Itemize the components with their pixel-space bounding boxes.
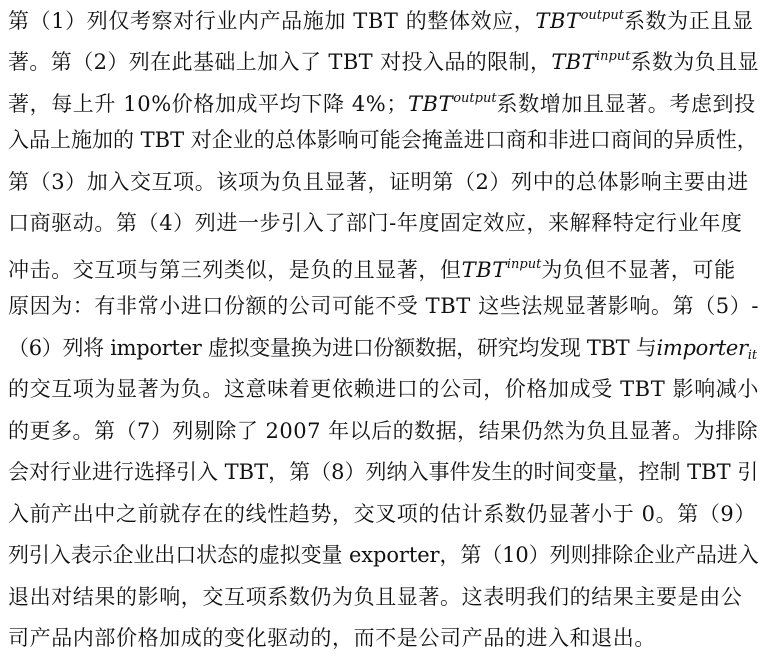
text-segment: 系数为负且显 (630, 50, 759, 74)
text-segment: 著，每上升 10%价格加成平均下降 4%； (8, 92, 408, 116)
math-superscript: input (506, 257, 542, 272)
text-segment: 系数增加且显著。考虑到投 (496, 92, 756, 116)
text-segment: （6）列将 importer 虚拟变量换为进口份额数据，研究均发现 TBT 与 (8, 336, 657, 360)
text-line-6: 口商驱动。第（4）列进一步引入了部门-年度固定效应，来解释特定行业年度 (8, 211, 743, 235)
math-tbt: TBT (551, 50, 597, 74)
math-tbt: TBT (407, 92, 454, 116)
text-segment: 系数为正且显 (623, 9, 754, 33)
text-line-16: 司产品内部价格加成的变化驱动的，而不是公司产品的进入和退出。 (8, 626, 656, 650)
text-line-9 (8, 334, 757, 362)
text-line-10: 的交互项为显著为负。这意味着更依赖进口的公司，价格加成受 TBT 影响减小 (8, 377, 759, 401)
text-line-13: 入前产出中之前就存在的线性趋势，交叉项的估计系数仍显著小于 0。第（9） (8, 502, 756, 526)
text-line-15: 退出对结果的影响，交互项系数仍为负且显著。这表明我们的结果主要是由公 (8, 585, 743, 609)
text-segment: 第（1）列仅考察对行业内产品施加 TBT 的整体效应， (8, 9, 536, 33)
math-tbt: TBT (535, 9, 581, 33)
math-subscript: it (747, 348, 758, 363)
math-superscript: input (596, 49, 631, 64)
text-line-12: 会对行业进行选择引入 TBT，第（8）列纳入事件发生的时间变量，控制 TBT 引 (8, 460, 759, 484)
text-line-4: 入品上施加的 TBT 对企业的总体影响可能会掩盖进口商和非进口商间的异质性， (8, 128, 758, 152)
text-line-3 (8, 85, 756, 116)
math-superscript: output (453, 91, 497, 106)
text-segment: 著。第（2）列在此基础上加入了 TBT 对投入品的限制， (8, 50, 552, 74)
text-line-14: 列引入表示企业出口状态的虚拟变量 exporter，第（10）列则排除企业产品进入 (8, 543, 759, 567)
text-line-5: 第（3）加入交互项。该项为负且显著，证明第（2）列中的总体影响主要由进 (8, 170, 749, 194)
text-segment: 冲击。交互项与第三列类似，是负的且显著，但 (8, 258, 462, 282)
text-segment: 为负但不显著，可能 (541, 258, 736, 282)
text-line-1 (8, 2, 754, 33)
math-superscript: output (580, 8, 624, 23)
text-line-8: 原因为：有非常小进口份额的公司可能不受 TBT 这些法规显著影响。第（5）- (8, 294, 760, 318)
text-line-2 (8, 43, 759, 74)
text-line-11: 的更多。第（7）列剔除了 2007 年以后的数据，结果仍然为负且显著。为排除 (8, 419, 759, 443)
math-tbt: TBT (461, 258, 507, 282)
math-importer: importer (656, 336, 748, 360)
text-line-7 (8, 251, 736, 282)
